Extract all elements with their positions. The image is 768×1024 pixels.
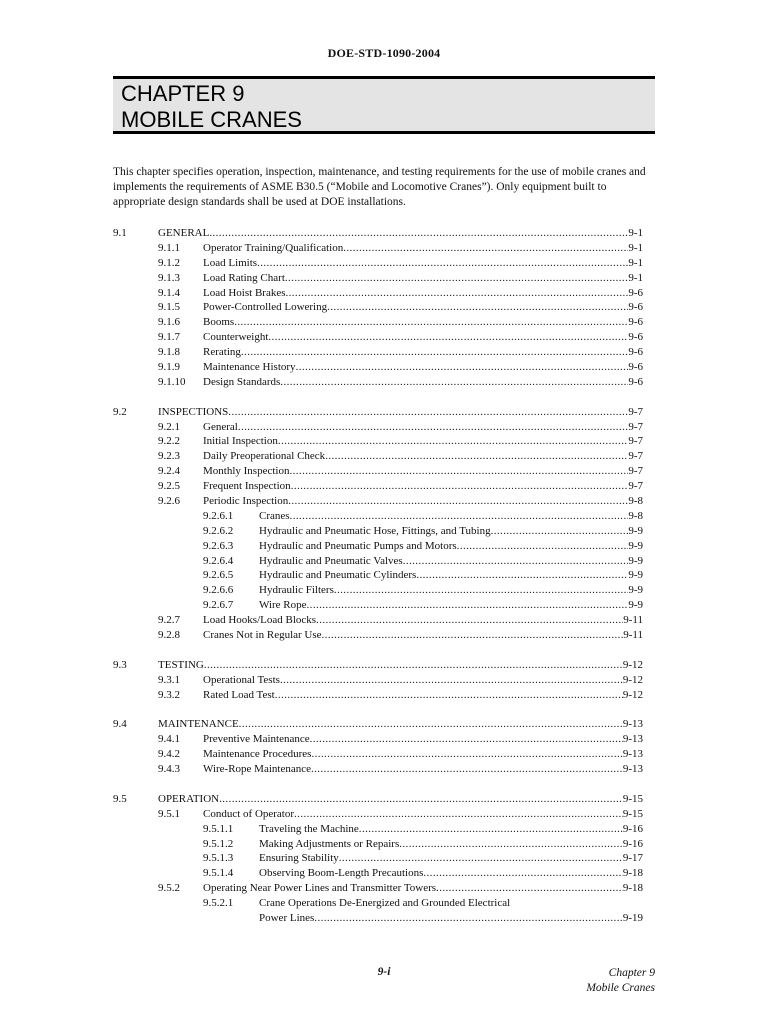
toc-entry-page: 9-15 xyxy=(622,807,643,820)
toc-entry-page: 9-8 xyxy=(628,495,643,508)
toc-dot-leader xyxy=(204,658,623,673)
toc-entry-page: 9-1 xyxy=(628,256,643,269)
toc-entry-page: 9-1 xyxy=(628,271,643,284)
toc-entry-title: TESTING xyxy=(158,658,204,671)
toc-dot-leader xyxy=(285,286,628,301)
toc-entry-number: 9.2.8 xyxy=(158,629,180,642)
toc-entry-number: 9.2.6.7 xyxy=(203,599,234,612)
toc-entry-title: Initial Inspection xyxy=(203,435,278,448)
toc-dot-leader xyxy=(234,315,628,330)
toc-entry-page: 9-13 xyxy=(622,748,643,761)
toc-entry-number: 9.2.3 xyxy=(158,450,180,463)
toc-entry[interactable] xyxy=(113,449,643,464)
toc-entry-page: 9-13 xyxy=(622,733,643,746)
toc-dot-leader xyxy=(280,673,623,688)
toc-entry[interactable] xyxy=(113,762,643,777)
toc-entry-page: 9-9 xyxy=(628,554,643,567)
toc-entry-page: 9-13 xyxy=(622,763,643,776)
toc-entry-number: 9.2.1 xyxy=(158,420,180,433)
toc-entry[interactable] xyxy=(113,539,643,554)
footer-chapter-label xyxy=(586,966,655,996)
toc-entry-number: 9.1.8 xyxy=(158,346,180,359)
toc-dot-leader xyxy=(457,539,629,554)
toc-entry-number: 9.1.6 xyxy=(158,316,180,329)
toc-entry-title: Load Hoist Brakes xyxy=(203,286,286,299)
toc-entry-number: 9.2.6.4 xyxy=(203,554,234,567)
toc-entry-page: 9-6 xyxy=(628,375,643,388)
toc-entry-number: 9.2.6.6 xyxy=(203,584,234,597)
toc-entry-number: 9.4.1 xyxy=(158,733,180,746)
toc-entry-title: Operator Training/Qualification xyxy=(203,241,344,254)
toc-entry-title: Observing Boom-Length Precautions xyxy=(259,867,424,880)
toc-entry[interactable] xyxy=(113,881,643,896)
toc-entry-number: 9.2.6.5 xyxy=(203,569,234,582)
toc-dot-leader xyxy=(285,271,628,286)
toc-entry-title: Operational Tests xyxy=(203,673,280,686)
toc-entry-number: 9.1.5 xyxy=(158,301,180,314)
toc-entry-number: 9.5.2.1 xyxy=(203,897,234,910)
toc-entry-number: 9.1.3 xyxy=(158,271,180,284)
toc-entry-title: Load Rating Chart xyxy=(203,271,285,284)
toc-spacer xyxy=(113,777,643,792)
toc-entry-page: 9-17 xyxy=(622,852,643,865)
footer-page-number: 9-i xyxy=(377,966,391,978)
toc-entry[interactable] xyxy=(113,330,643,345)
toc-dot-leader xyxy=(436,881,623,896)
toc-entry-title: Hydraulic and Pneumatic Hose, Fittings, and Tubing xyxy=(259,524,491,537)
toc-entry[interactable] xyxy=(113,494,643,509)
toc-dot-leader xyxy=(257,256,628,271)
toc-spacer xyxy=(113,643,643,658)
toc-entry[interactable] xyxy=(113,345,643,360)
toc-entry-page: 9-9 xyxy=(628,599,643,612)
toc-entry-title: Wire Rope xyxy=(259,599,307,612)
toc-entry[interactable] xyxy=(113,628,643,643)
toc-entry[interactable] xyxy=(113,911,643,926)
toc-dot-leader xyxy=(239,717,623,732)
toc-entry-page: 9-9 xyxy=(628,524,643,537)
toc-entry-title: Rated Load Test xyxy=(203,688,275,701)
toc-entry-title: Rerating xyxy=(203,346,241,359)
toc-entry-title: Daily Preoperational Check xyxy=(203,450,326,463)
toc-entry-page: 9-7 xyxy=(628,420,643,433)
toc-entry-number: 9.2.6 xyxy=(158,495,180,508)
toc-dot-leader xyxy=(209,226,628,241)
toc-entry[interactable] xyxy=(113,658,643,673)
toc-dot-leader xyxy=(289,464,628,479)
toc-dot-leader xyxy=(307,598,629,613)
toc-entry-page: 9-7 xyxy=(628,480,643,493)
toc-entry-page: 9-8 xyxy=(628,509,643,522)
toc-entry[interactable] xyxy=(113,375,643,390)
toc-dot-leader xyxy=(359,822,623,837)
toc-dot-leader xyxy=(238,420,629,435)
toc-entry[interactable] xyxy=(113,866,643,881)
toc-entry[interactable] xyxy=(113,479,643,494)
toc-entry[interactable] xyxy=(113,464,643,479)
toc-entry-number: 9.1.10 xyxy=(158,375,186,388)
toc-entry[interactable] xyxy=(113,598,643,613)
toc-entry-title: Crane Operations De-Energized and Grounded Electrical xyxy=(259,897,511,910)
toc-entry[interactable] xyxy=(113,896,643,911)
toc-entry-page: 9-11 xyxy=(623,629,643,642)
toc-entry[interactable] xyxy=(113,822,643,837)
toc-entry[interactable] xyxy=(113,524,643,539)
toc-entry-number: 9.2.7 xyxy=(158,614,180,627)
toc-entry-title: Cranes Not in Regular Use xyxy=(203,629,322,642)
toc-dot-leader xyxy=(268,330,628,345)
toc-dot-leader xyxy=(491,524,629,539)
toc-entry-page: 9-7 xyxy=(628,435,643,448)
toc-dot-leader xyxy=(228,405,628,420)
footer-chapter-number: Chapter 9 xyxy=(608,967,655,979)
toc-entry-page: 9-1 xyxy=(628,241,643,254)
document-id-header: DOE-STD-1090-2004 xyxy=(327,46,441,60)
toc-entry-page: 9-7 xyxy=(628,465,643,478)
toc-entry-title: Power Lines xyxy=(259,911,315,924)
table-of-contents xyxy=(113,226,643,926)
toc-entry[interactable] xyxy=(113,360,643,375)
toc-entry-page: 9-16 xyxy=(622,822,643,835)
toc-entry-number: 9.1.9 xyxy=(158,361,180,374)
toc-entry-page: 9-11 xyxy=(623,614,643,627)
toc-entry[interactable] xyxy=(113,851,643,866)
toc-entry[interactable] xyxy=(113,554,643,569)
toc-entry-page: 9-18 xyxy=(622,867,643,880)
toc-entry-number: 9.2.6.1 xyxy=(203,509,234,522)
toc-dot-leader xyxy=(314,911,623,926)
toc-entry-number: 9.5.2 xyxy=(158,882,180,895)
toc-entry-title: Hydraulic and Pneumatic Cylinders xyxy=(259,569,417,582)
toc-entry-title: Booms xyxy=(203,316,235,329)
toc-dot-leader xyxy=(423,866,622,881)
toc-entry-number: 9.4 xyxy=(113,718,127,731)
toc-dot-leader xyxy=(288,494,628,509)
toc-dot-leader xyxy=(310,732,623,747)
toc-entry-page: 9-15 xyxy=(622,792,643,805)
toc-entry-title: Preventive Maintenance xyxy=(203,733,310,746)
toc-entry-page: 9-18 xyxy=(622,882,643,895)
toc-dot-leader xyxy=(322,628,624,643)
toc-dot-leader xyxy=(311,762,623,777)
toc-entry[interactable] xyxy=(113,732,643,747)
toc-entry[interactable] xyxy=(113,241,643,256)
toc-dot-leader xyxy=(294,807,623,822)
toc-entry-title: Traveling the Machine xyxy=(259,822,359,835)
toc-entry-number: 9.2.6.3 xyxy=(203,539,234,552)
toc-dot-leader xyxy=(399,837,623,852)
toc-entry-page: 9-9 xyxy=(628,539,643,552)
toc-entry-title: Monthly Inspection xyxy=(203,465,290,478)
toc-entry-number: 9.1.4 xyxy=(158,286,180,299)
toc-entry[interactable] xyxy=(113,583,643,598)
toc-entry-number: 9.4.3 xyxy=(158,763,180,776)
toc-entry[interactable] xyxy=(113,271,643,286)
toc-entry[interactable] xyxy=(113,688,643,703)
toc-entry-title: Cranes xyxy=(259,509,290,522)
toc-dot-leader xyxy=(290,509,629,524)
toc-entry-title: Design Standards xyxy=(203,375,281,388)
toc-entry-title: Load Hooks/Load Blocks xyxy=(203,614,317,627)
toc-entry-page: 9-13 xyxy=(622,718,643,731)
toc-entry-page: 9-19 xyxy=(622,911,643,924)
toc-entry-number: 9.4.2 xyxy=(158,748,180,761)
toc-entry-page: 9-1 xyxy=(628,227,643,239)
toc-entry-title: Frequent Inspection xyxy=(203,480,291,493)
toc-entry[interactable] xyxy=(113,837,643,852)
toc-entry[interactable] xyxy=(113,792,643,807)
toc-entry-title: INSPECTIONS xyxy=(158,405,229,418)
toc-entry-title: Ensuring Stability xyxy=(259,852,339,865)
toc-entry-page: 9-6 xyxy=(628,316,643,329)
toc-entry[interactable] xyxy=(113,568,643,583)
toc-entry-title: Making Adjustments or Repairs xyxy=(259,837,400,850)
toc-entry[interactable] xyxy=(113,807,643,822)
toc-entry-title: Hydraulic and Pneumatic Valves xyxy=(259,554,403,567)
toc-dot-leader xyxy=(296,360,629,375)
toc-entry[interactable] xyxy=(113,315,643,330)
toc-entry-number: 9.5.1.3 xyxy=(203,852,234,865)
toc-entry-number: 9.5.1.1 xyxy=(203,822,234,835)
toc-entry-number: 9.1.7 xyxy=(158,331,180,344)
toc-dot-leader xyxy=(316,613,623,628)
toc-entry-title: Maintenance Procedures xyxy=(203,748,312,761)
toc-entry-title: Counterweight xyxy=(203,331,269,344)
toc-entry-number: 9.5.1.2 xyxy=(203,837,234,850)
toc-entry[interactable] xyxy=(113,434,643,449)
toc-dot-leader xyxy=(327,300,628,315)
toc-entry-page: 9-6 xyxy=(628,346,643,359)
toc-entry-title: General xyxy=(203,420,238,433)
toc-entry-page: 9-16 xyxy=(622,837,643,850)
toc-entry-page: 9-12 xyxy=(622,688,643,701)
toc-entry-title: MAINTENANCE xyxy=(158,718,239,731)
toc-entry-number: 9.2.6.2 xyxy=(203,524,234,537)
toc-entry-title: Hydraulic and Pneumatic Pumps and Motors xyxy=(259,539,457,552)
toc-dot-leader xyxy=(403,554,629,569)
toc-entry-number: 9.1 xyxy=(113,227,127,239)
toc-dot-leader xyxy=(278,434,628,449)
toc-entry-number: 9.2.5 xyxy=(158,480,180,493)
toc-entry[interactable] xyxy=(113,613,643,628)
chapter-number: CHAPTER 9 xyxy=(121,81,245,106)
toc-spacer xyxy=(113,390,643,405)
toc-entry-page: 9-9 xyxy=(628,584,643,597)
toc-entry-number: 9.1.1 xyxy=(158,241,180,254)
toc-entry-number: 9.3 xyxy=(113,658,127,671)
toc-entry-title: Conduct of Operator xyxy=(203,807,295,820)
toc-entry-title: Periodic Inspection xyxy=(203,495,289,508)
toc-entry-title: Load Limits xyxy=(203,256,258,269)
toc-dot-leader xyxy=(280,375,628,390)
toc-entry-title: OPERATION xyxy=(158,792,220,805)
toc-entry-title: Wire-Rope Maintenance xyxy=(203,763,311,776)
toc-entry[interactable] xyxy=(113,747,643,762)
toc-entry-number: 9.3.2 xyxy=(158,688,180,701)
toc-entry-page: 9-6 xyxy=(628,286,643,299)
toc-dot-leader xyxy=(275,688,623,703)
toc-entry-page: 9-7 xyxy=(628,405,643,418)
toc-entry[interactable] xyxy=(113,673,643,688)
toc-entry-number: 9.5.1 xyxy=(158,807,180,820)
toc-entry-page: 9-6 xyxy=(628,361,643,374)
toc-entry-number: 9.3.1 xyxy=(158,673,180,686)
toc-dot-leader xyxy=(343,241,628,256)
toc-spacer xyxy=(113,703,643,718)
toc-dot-leader xyxy=(219,792,623,807)
toc-entry-title: Operating Near Power Lines and Transmitter Towers xyxy=(203,882,437,895)
toc-dot-leader xyxy=(241,345,628,360)
toc-entry[interactable] xyxy=(113,256,643,271)
toc-entry-title: GENERAL xyxy=(158,227,210,239)
toc-entry[interactable] xyxy=(113,509,643,524)
toc-entry-number: 9.2.4 xyxy=(158,465,180,478)
toc-dot-leader xyxy=(291,479,629,494)
toc-entry-page: 9-9 xyxy=(628,569,643,582)
toc-entry[interactable] xyxy=(113,717,643,732)
toc-entry-number: 9.5.1.4 xyxy=(203,867,234,880)
chapter-title-box xyxy=(113,76,655,134)
toc-entry-page: 9-12 xyxy=(622,673,643,686)
toc-entry-page: 9-6 xyxy=(628,301,643,314)
toc-dot-leader xyxy=(334,583,628,598)
toc-entry-page: 9-6 xyxy=(628,331,643,344)
toc-dot-leader xyxy=(416,568,628,583)
toc-entry[interactable] xyxy=(113,286,643,301)
toc-entry-title: Hydraulic Filters xyxy=(259,584,334,597)
toc-dot-leader xyxy=(325,449,628,464)
toc-entry[interactable] xyxy=(113,420,643,435)
chapter-title: MOBILE CRANES xyxy=(121,107,302,132)
toc-dot-leader xyxy=(339,851,623,866)
toc-entry-page: 9-7 xyxy=(628,450,643,463)
toc-entry-page: 9-12 xyxy=(622,658,643,671)
toc-dot-leader xyxy=(311,747,622,762)
toc-entry-title: Maintenance History xyxy=(203,361,296,374)
toc-entry[interactable] xyxy=(113,300,643,315)
toc-entry[interactable] xyxy=(113,405,643,420)
toc-entry-number: 9.5 xyxy=(113,792,127,805)
toc-entry-number: 9.1.2 xyxy=(158,256,180,269)
toc-entry-number: 9.2 xyxy=(113,405,127,418)
footer-chapter-title: Mobile Cranes xyxy=(586,982,655,994)
intro-paragraph: This chapter specifies operation, inspection, maintenance, and testing requirements for the use of mobile cranes and implements the requirements of ASME B30.5 (“Mobile and Locomotive Cranes”). Only equipment built to appropriate design standards shall be used at DOE installations. xyxy=(113,166,646,208)
toc-entry[interactable] xyxy=(113,226,643,241)
toc-entry-title: Power-Controlled Lowering xyxy=(203,301,328,314)
toc-entry-number: 9.2.2 xyxy=(158,435,180,448)
